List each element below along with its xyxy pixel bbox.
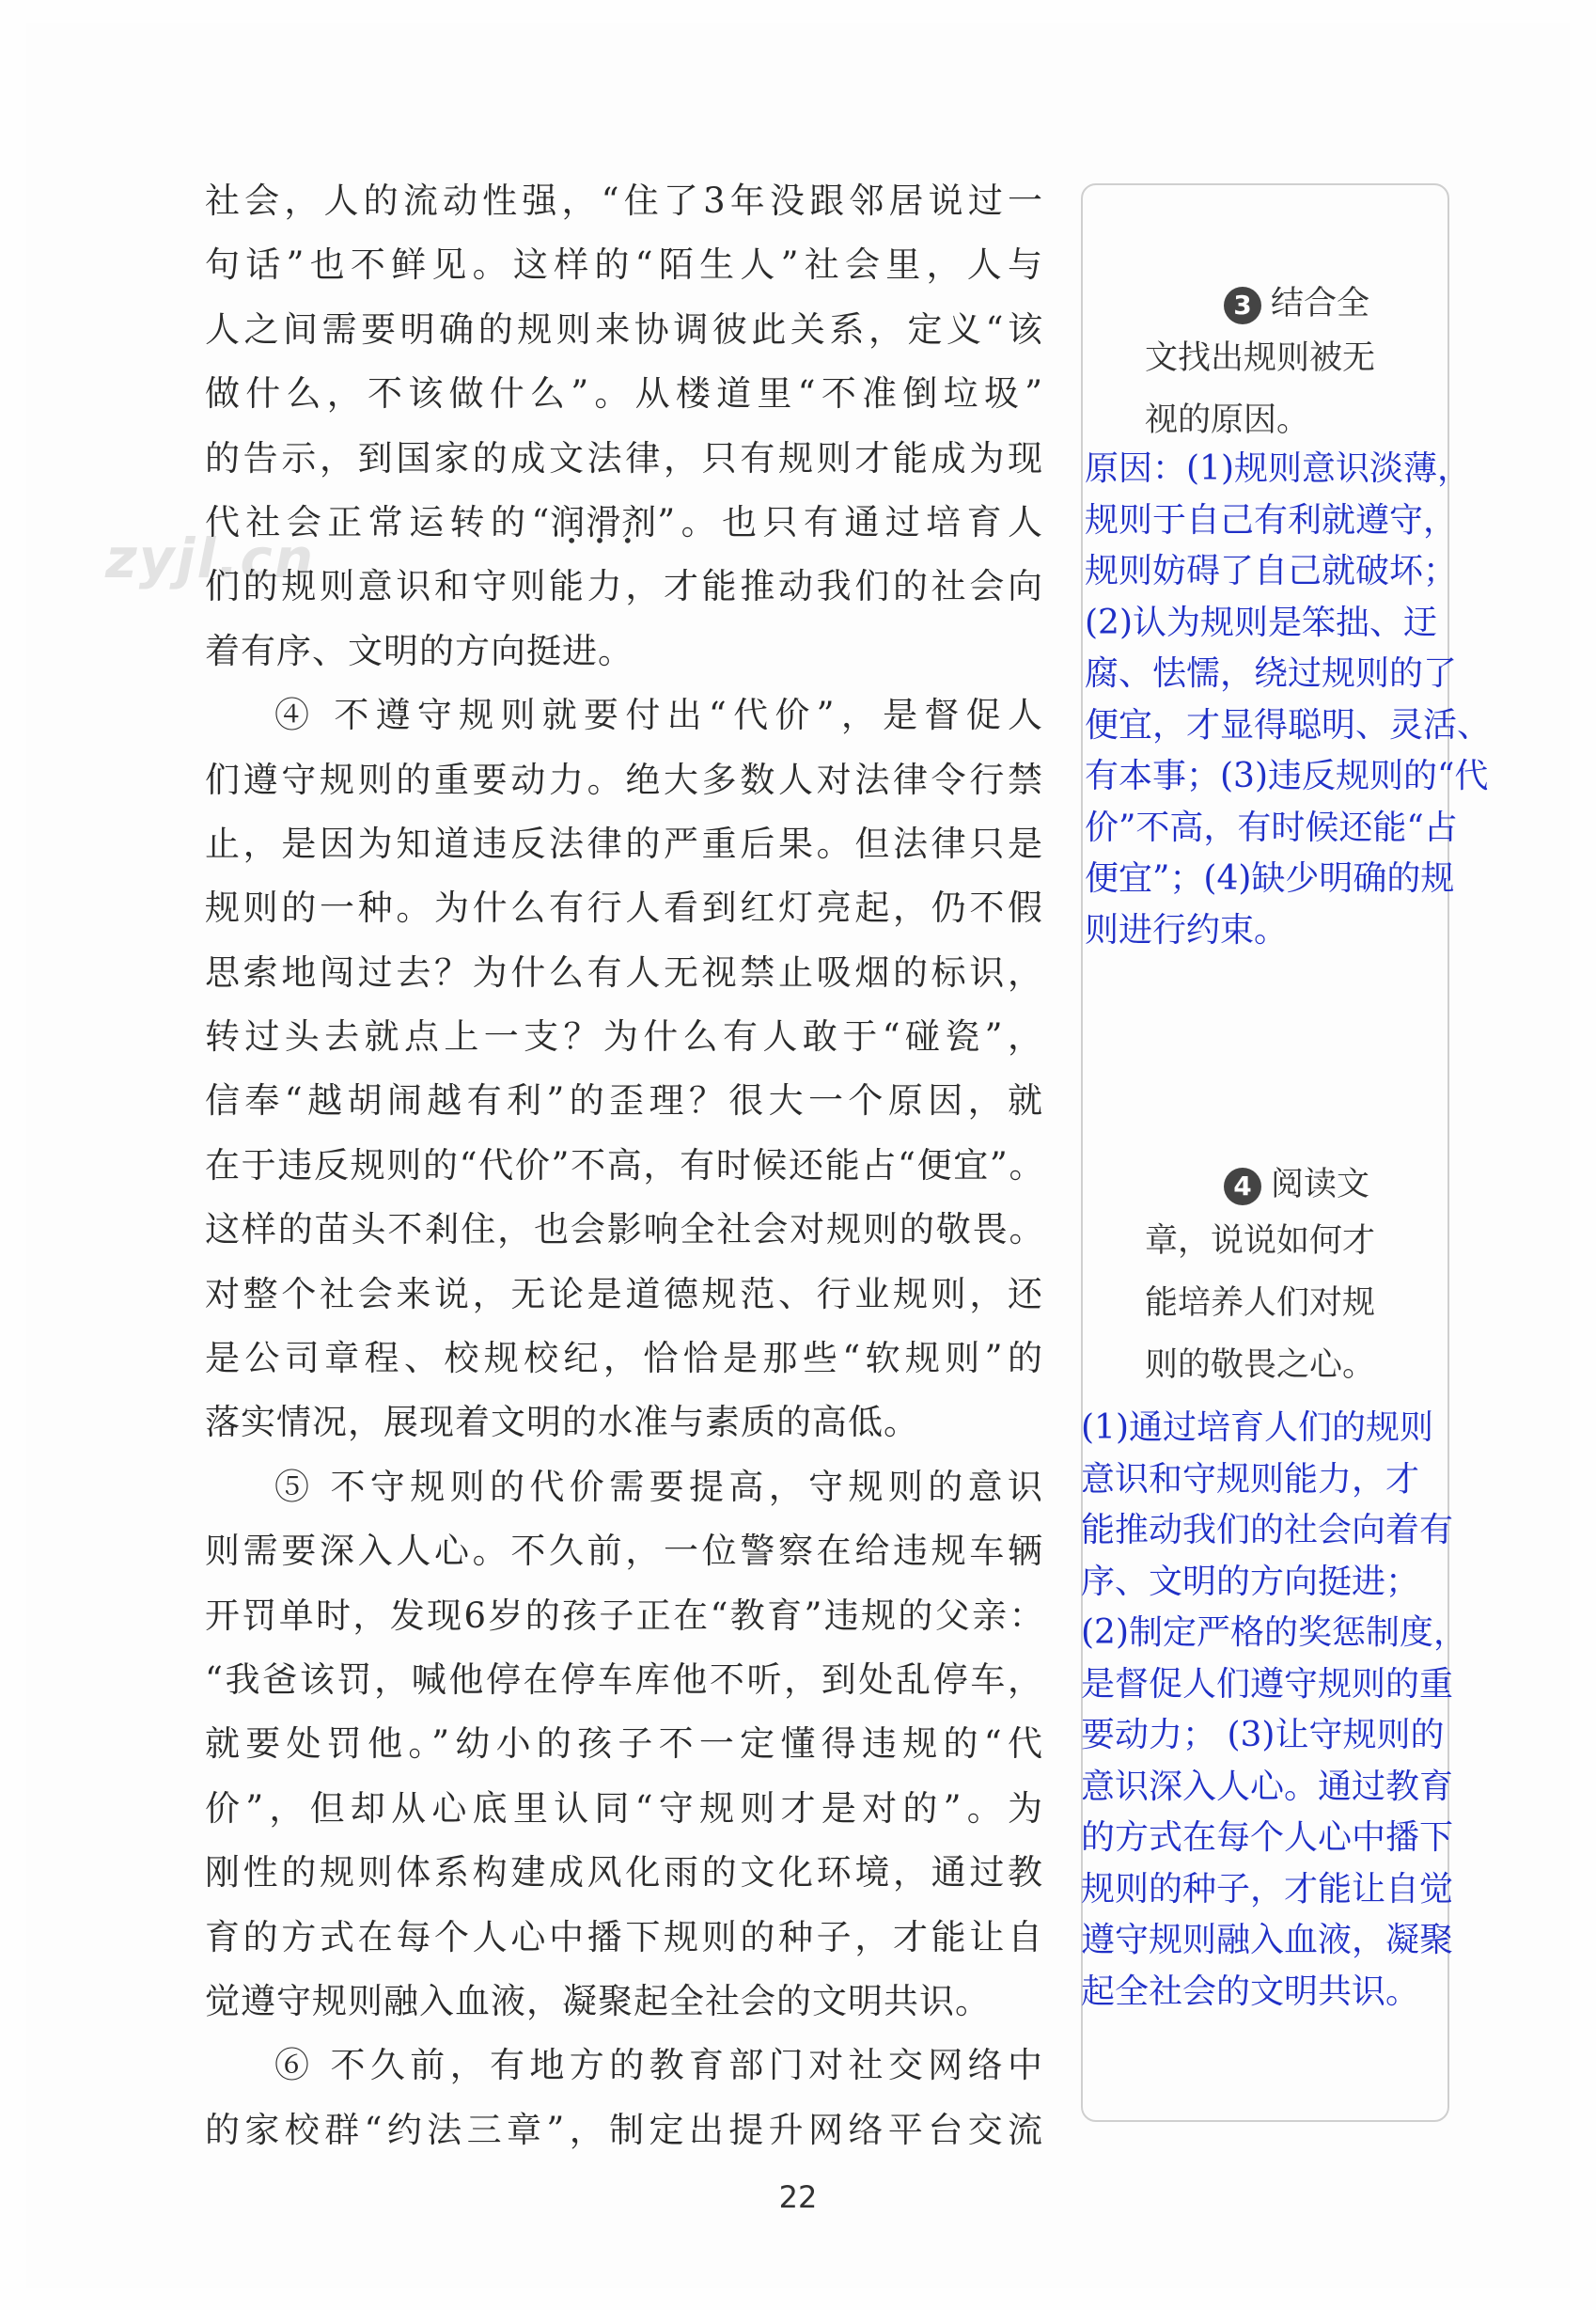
emphasis-before: 代社会正常运转的“ <box>205 501 551 542</box>
text-line: 们遵守规则的重要动力。绝大多数人对法律令行禁 <box>205 759 1043 800</box>
answer-3: 原因：(1)规则意识淡薄， 规则于自己有利就遵守， 规则妨碍了自己就破坏； (2)认为规则是笨拙、迂 腐、怯懦，绕过规则的了 便宜，才显得聪明、灵活、 有本事；(3)违反规则的“代 价”不高，有时候还能“占 便宜”；(4)缺少明确的规 则进行约束。 <box>1085 449 1492 950</box>
question-number-badge: 3 <box>1224 287 1261 324</box>
text-line-emphasis <box>205 491 1043 555</box>
main-article-text <box>205 169 1043 2162</box>
watermark: zyjl.cn <box>105 526 316 590</box>
question-number-badge: 4 <box>1224 1168 1261 1205</box>
answer-4: (1)通过培育人们的规则 意识和守规则能力，才 能推动我们的社会向着有 序、文明的方向挺进； (2)制定严格的奖惩制度， 是督促人们遵守规则的重 要动力； (3)让守规则的 意识深入人心。通过教育 的方式在每个人心中播下 规则的种子，才能让自觉 遵守规则融入血液，凝聚 起全社会的文明共识。 <box>1081 1408 1467 2011</box>
paragraph-6-start: ⑥ 不久前，有地方的教育部门对社交网络中 <box>274 2045 1043 2086</box>
question-4-body: 章，说说如何才 能培养人们对规 则的敬畏之心。 <box>1145 1222 1376 1384</box>
text-line: 在于违反规则的“代价”不高，有时候还能占“便宜”。 <box>205 1144 1043 1186</box>
text-line: “我爸该罚，喊他停在停车库他不听，到处乱停车， <box>205 1658 1043 1700</box>
text-line: 的告示，到国家的成文法律，只有规则才能成为现 <box>205 437 1043 479</box>
text-line: 价”，但却从心底里认同“守规则才是对的”。为 <box>205 1787 1043 1829</box>
text-line: 开罚单时，发现6岁的孩子正在“教育”违规的父亲： <box>205 1595 1043 1636</box>
text-line: 则需要深入人心。不久前，一位警察在给违规车辆 <box>205 1531 1043 1572</box>
text-line: 做什么，不该做什么”。从楼道里“不准倒垃圾” <box>205 373 1043 415</box>
text-line: 对整个社会来说，无论是道德规范、行业规则，还 <box>205 1273 1043 1314</box>
question-4: 4 阅读文 <box>1224 1154 1369 1216</box>
text-line: 是公司章程、校规校纪，恰恰是那些“软规则”的 <box>205 1338 1043 1379</box>
text-line: 就要处罚他。”幼小的孩子不一定懂得违规的“代 <box>205 1723 1043 1765</box>
text-line: 人之间需要明确的规则来协调彼此关系，定义“该 <box>205 308 1043 350</box>
text-line: 这样的苗头不剎住，也会影响全社会对规则的敬畏。 <box>205 1209 1043 1250</box>
question-3-body: 文找出规则被无 视的原因。 <box>1145 339 1376 439</box>
text-line: 思索地闯过去？为什么有人无视禁止吸烟的标识， <box>205 951 1043 993</box>
text-line: 育的方式在每个人心中播下规则的种子，才能让自 <box>205 1916 1043 1957</box>
question-3: 3 结合全 <box>1224 273 1369 335</box>
paragraph-5-start: ⑤ 不守规则的代价需要提高，守规则的意识 <box>274 1466 1043 1507</box>
text-line: 们的规则意识和守则能力，才能推动我们的社会向 <box>205 566 1043 607</box>
text-line: 规则的一种。为什么有行人看到红灯亮起，仍不假 <box>205 888 1043 929</box>
text-line: 觉遵守规则融入血液，凝聚起全社会的文明共识。 <box>205 1980 991 2021</box>
text-line: 转过头去就点上一支？为什么有人敢于“碰瓷”， <box>205 1016 1043 1058</box>
text-line: 句话”也不鲜见。这样的“陌生人”社会里，人与 <box>205 244 1043 286</box>
text-line: 落实情况，展现着文明的水准与素质的高低。 <box>205 1402 919 1443</box>
text-line: 着有序、文明的方向挺进。 <box>205 630 634 671</box>
text-line: 刚性的规则体系构建成风化雨的文化环境，通过教 <box>205 1852 1043 1894</box>
text-line: 的家校群“约法三章”，制定出提升网络平台交流 <box>205 2109 1043 2150</box>
paragraph-4-start: ④ 不遵守规则就要付出“代价”，是督促人 <box>274 695 1043 736</box>
page-number: 22 <box>778 2179 818 2215</box>
text-line: 止，是因为知道违反法律的严重后果。但法律只是 <box>205 823 1043 864</box>
emphasis-word: 润滑剂 • • • <box>550 491 657 555</box>
text-line: 信奉“越胡闹越有利”的歪理？很大一个原因，就 <box>205 1080 1043 1122</box>
text-line: 社会，人的流动性强，“住了3年没跟邻居说过一 <box>205 181 1043 221</box>
emphasis-after: ”。也只有通过培育人 <box>657 501 1044 542</box>
